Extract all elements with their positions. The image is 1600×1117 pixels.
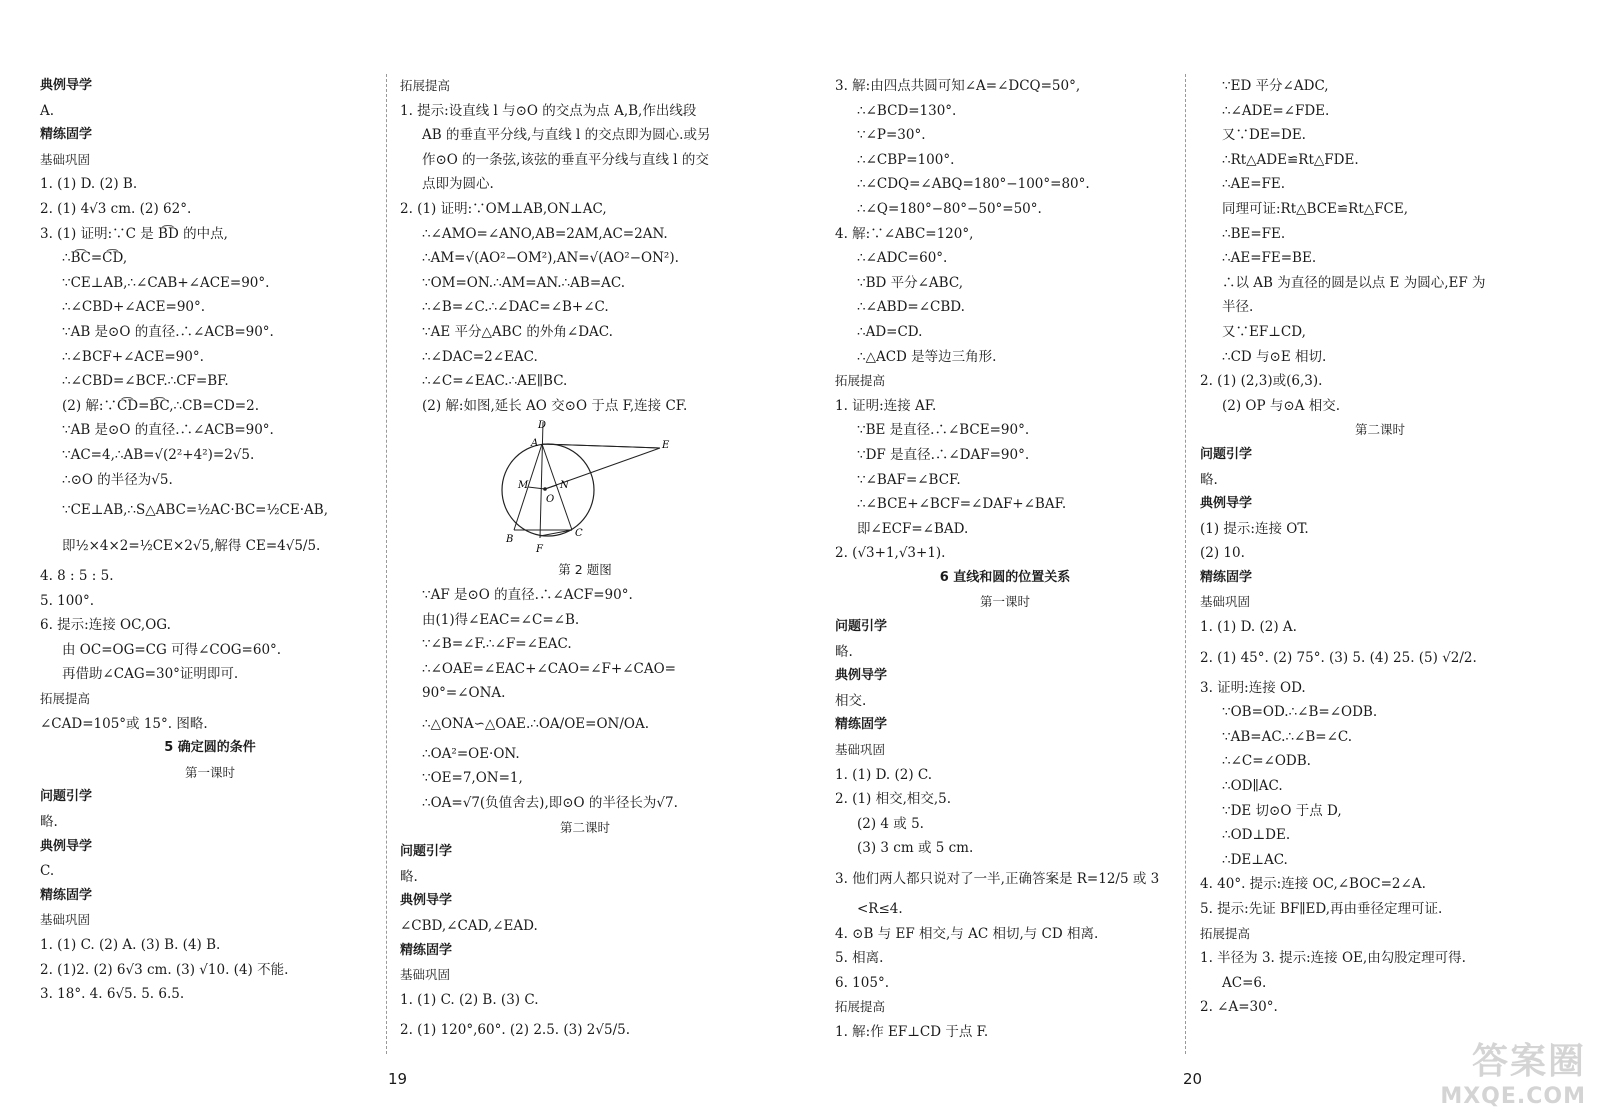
answer-line: ∴∠OAE=∠EAC+∠CAO=∠F+∠CAO= bbox=[422, 660, 676, 677]
answer-line: 1. (1) D. (2) A. bbox=[1200, 619, 1297, 636]
answer-line: ∴CD 与⊙E 相切. bbox=[1222, 348, 1327, 365]
figure-label: B bbox=[506, 534, 514, 546]
subsection-label: 基础巩固 bbox=[400, 967, 451, 983]
answer-line: 即½×4×2=½CE×2√5,解得 CE=4√5/5. bbox=[62, 538, 321, 555]
answer-line: ∴∠ADE=∠FDE. bbox=[1222, 102, 1330, 119]
answer-line: ∴DE⊥AC. bbox=[1222, 851, 1288, 868]
section-heading: 典例导学 bbox=[40, 838, 93, 854]
watermark bbox=[1440, 1033, 1586, 1109]
subsection-label: 基础巩固 bbox=[40, 151, 91, 167]
answer-line: 2. ∠A=30°. bbox=[1200, 999, 1278, 1016]
answer-line: ∵AF 是⊙O 的直径.∴∠ACF=90°. bbox=[422, 586, 633, 603]
answer-line: 同理可证:Rt△BCE≌Rt△FCE, bbox=[1222, 200, 1409, 217]
watermark-url: MXQE.COM bbox=[1440, 1084, 1586, 1109]
answer-line: 3. 解:由四点共圆可知∠A=∠DCQ=50°, bbox=[835, 78, 1081, 94]
subsection-label: 基础巩固 bbox=[835, 742, 886, 758]
answer-line: ∴∠ABD=∠CBD. bbox=[857, 299, 965, 316]
answer-line: 2. (1) 4√3 cm. (2) 62°. bbox=[40, 200, 192, 217]
answer-line: (1) 提示:连接 OT. bbox=[1200, 520, 1309, 537]
answer-line: ∴△ONA∽△OAE.∴OA/OE=ON/OA. bbox=[422, 715, 649, 732]
answer-line: 由 OC=OG=CG 可得∠COG=60°. bbox=[62, 641, 282, 658]
answer-line: ∵BE 是直径.∴∠BCE=90°. bbox=[857, 422, 1030, 439]
figure-label: D bbox=[538, 420, 547, 432]
answer-line: 6. 提示:连接 OC,OG. bbox=[40, 617, 171, 634]
answer-line: ∵∠BAF=∠BCF. bbox=[857, 471, 961, 488]
section-heading: 典例导学 bbox=[1200, 496, 1253, 512]
answer-line: ∵OB=OD.∴∠B=∠ODB. bbox=[1222, 704, 1378, 721]
section-heading: 问题引学 bbox=[400, 844, 453, 860]
answer-line: 3. 证明:连接 OD. bbox=[1200, 679, 1306, 696]
answer-line: 1. 证明:连接 AF. bbox=[835, 397, 937, 414]
answer-line: ∴∠DAC=2∠EAC. bbox=[422, 348, 538, 365]
answer-line: ∴OD∥AC. bbox=[1222, 778, 1283, 795]
answer-line: ∴⊙O 的半径为√5. bbox=[62, 471, 173, 488]
answer-line: ∴∠B=∠C.∴∠DAC=∠B+∠C. bbox=[422, 299, 609, 316]
answer-line: 3. 他们两人都只说对了一半,正确答案是 R=12/5 或 3 bbox=[835, 871, 1160, 887]
section-heading: 5 确定圆的条件 bbox=[164, 740, 256, 756]
answer-line: 3. (1) 证明:∵C 是 B͡D 的中点, bbox=[40, 225, 228, 242]
answer-line: ∴∠ADC=60°. bbox=[857, 250, 948, 267]
page-number-right: 20 bbox=[1183, 1070, 1203, 1088]
answer-line: ∠CBD,∠CAD,∠EAD. bbox=[400, 918, 538, 935]
answer-line: ∴∠BCD=130°. bbox=[857, 102, 957, 119]
section-heading: 精练固学 bbox=[835, 717, 888, 733]
answer-line: 2. (1) 证明:∵OM⊥AB,ON⊥AC, bbox=[400, 200, 607, 217]
answer-line: 1. (1) C. (2) A. (3) B. (4) B. bbox=[40, 937, 221, 953]
answer-line: 2. (1) (2,3)或(6,3). bbox=[1200, 373, 1323, 390]
answer-line: ∵OM=ON.∴AM=AN.∴AB=AC. bbox=[422, 274, 626, 291]
answer-line: 略. bbox=[835, 643, 853, 660]
answer-line: ∵DF 是直径.∴∠DAF=90°. bbox=[857, 446, 1030, 463]
subsection-label: 第二课时 bbox=[559, 819, 610, 835]
subsection-label: 基础巩固 bbox=[40, 912, 91, 928]
figure-label: N bbox=[560, 480, 569, 492]
subsection-label: 拓展提高 bbox=[400, 78, 451, 93]
answer-line: ∵∠B=∠F.∴∠F=∠EAC. bbox=[422, 636, 572, 653]
answer-line: ∴B͡C=C͡D, bbox=[62, 250, 128, 267]
subsection-label: 基础巩固 bbox=[1200, 594, 1251, 610]
answer-line: 2. (1)2. (2) 6√3 cm. (3) √10. (4) 不能. bbox=[40, 961, 289, 978]
column-1 bbox=[40, 74, 380, 1007]
answer-line: AB 的垂直平分线,与直线 l 的交点即为圆心.或另 bbox=[422, 127, 711, 144]
answer-line: 点即为圆心. bbox=[422, 176, 494, 193]
answer-line: 2. (1) 相交,相交,5. bbox=[835, 791, 952, 808]
answer-line: 又∵DE=DE. bbox=[1222, 127, 1306, 144]
answer-line: ∵AB 是⊙O 的直径.∴∠ACB=90°. bbox=[62, 422, 274, 439]
answer-line: ∴∠C=∠ODB. bbox=[1222, 753, 1311, 770]
section-heading: 精练固学 bbox=[1200, 569, 1253, 585]
answer-line: 半径. bbox=[1222, 299, 1254, 316]
section-heading: 典例导学 bbox=[40, 78, 93, 93]
subsection-label: 拓展提高 bbox=[1200, 925, 1251, 941]
page-number-left: 19 bbox=[388, 1070, 408, 1088]
answer-line: ∴∠BCF+∠ACE=90°. bbox=[62, 348, 204, 365]
answer-line: ∵∠P=30°. bbox=[857, 127, 926, 144]
answer-line: (2) 10. bbox=[1200, 545, 1245, 562]
answer-line: ∴∠CBD=∠BCF.∴CF=BF. bbox=[62, 373, 229, 390]
figure-problem-2 bbox=[400, 418, 770, 558]
section-heading: 精练固学 bbox=[40, 887, 93, 903]
answer-line: ∴Rt△ADE≌Rt△FDE. bbox=[1222, 151, 1359, 168]
answer-line: ∴△ACD 是等边三角形. bbox=[857, 348, 997, 365]
answer-line: 略. bbox=[40, 814, 58, 831]
answer-line: 90°=∠ONA. bbox=[422, 685, 506, 702]
answer-line: ∴∠C=∠EAC.∴AE∥BC. bbox=[422, 373, 568, 390]
answer-line: C. bbox=[40, 863, 55, 880]
answer-line: 1. (1) D. (2) B. bbox=[40, 176, 138, 193]
answer-line: (3) 3 cm 或 5 cm. bbox=[857, 840, 974, 857]
answer-line: ∴∠CDQ=∠ABQ=180°−100°=80°. bbox=[857, 176, 1090, 193]
figure-label: A bbox=[531, 438, 539, 450]
answer-line: ∵DE 切⊙O 于点 D, bbox=[1222, 802, 1342, 819]
answer-line: 即∠ECF=∠BAD. bbox=[857, 520, 969, 537]
figure-label: M bbox=[518, 480, 529, 492]
section-heading: 6 直线和圆的位置关系 bbox=[939, 569, 1071, 585]
answer-line: ∴∠CBD+∠ACE=90°. bbox=[62, 299, 206, 316]
answer-line: 2. (1) 120°,60°. (2) 2.5. (3) 2√5/5. bbox=[400, 1022, 630, 1039]
answer-line: (2) 解:如图,延长 AO 交⊙O 于点 F,连接 CF. bbox=[422, 397, 688, 414]
answer-line: A. bbox=[40, 102, 55, 119]
answer-line: 1. (1) D. (2) C. bbox=[835, 766, 933, 783]
answer-line: 略. bbox=[400, 868, 418, 885]
answer-line: AC=6. bbox=[1222, 974, 1267, 991]
answer-line: 1. (1) C. (2) B. (3) C. bbox=[400, 991, 539, 1008]
answer-line: 4. 8 : 5 : 5. bbox=[40, 568, 114, 585]
answer-line: ∴AE=FE. bbox=[1222, 176, 1286, 193]
answer-line: 4. 解:∵∠ABC=120°, bbox=[835, 225, 974, 242]
answer-line: 作⊙O 的一条弦,该弦的垂直平分线与直线 l 的交 bbox=[422, 151, 709, 168]
subsection-label: 拓展提高 bbox=[40, 691, 91, 707]
answer-line: ∴∠AMO=∠ANO,AB=2AM,AC=2AN. bbox=[422, 225, 668, 242]
answer-line: 1. 半径为 3. 提示:连接 OE,由勾股定理可得. bbox=[1200, 950, 1466, 967]
column-3 bbox=[835, 74, 1175, 1045]
subsection-label: 第一课时 bbox=[979, 594, 1030, 610]
answer-line: 2. (√3+1,√3+1). bbox=[835, 545, 946, 562]
answer-line: ∴OA²=OE·ON. bbox=[422, 745, 520, 762]
column-2 bbox=[400, 74, 770, 1048]
answer-line: (2) OP 与⊙A 相交. bbox=[1222, 397, 1340, 414]
answer-line: ∴OA=√7(负值舍去),即⊙O 的半径长为√7. bbox=[422, 795, 678, 812]
figure-label: E bbox=[662, 440, 670, 452]
answer-line: 由(1)得∠EAC=∠C=∠B. bbox=[422, 611, 580, 628]
answer-line: 5. 提示:先证 BF∥ED,再由垂径定理可证. bbox=[1200, 901, 1443, 917]
answer-line: ∴∠CBP=100°. bbox=[857, 151, 955, 168]
answer-line: 1. 提示:设直线 l 与⊙O 的交点为点 A,B,作出线段 bbox=[400, 102, 697, 119]
answer-line: 再借助∠CAG=30°证明即可. bbox=[62, 666, 239, 683]
figure-label: F bbox=[536, 544, 543, 556]
answer-line: ∵AB=AC.∴∠B=∠C. bbox=[1222, 728, 1353, 745]
section-heading: 典例导学 bbox=[400, 893, 453, 909]
subsection-label: 拓展提高 bbox=[835, 999, 886, 1015]
answer-line: ∵BD 平分∠ABC, bbox=[857, 274, 963, 291]
answer-line: ∴AM=√(AO²−OM²),AN=√(AO²−ON²). bbox=[422, 250, 679, 267]
section-heading: 精练固学 bbox=[40, 127, 93, 143]
section-heading: 典例导学 bbox=[835, 668, 888, 684]
answer-line: (2) 4 或 5. bbox=[857, 815, 924, 832]
answer-line: ∴AE=FE=BE. bbox=[1222, 250, 1317, 267]
answer-line: 2. (1) 45°. (2) 75°. (3) 5. (4) 25. (5) √2/2. bbox=[1200, 649, 1477, 666]
subsection-label: 第 2 题图 bbox=[558, 562, 612, 578]
subsection-label: 第二课时 bbox=[1354, 422, 1405, 438]
answer-line: ∴∠BCE+∠BCF=∠DAF+∠BAF. bbox=[857, 496, 1067, 513]
answer-line: ∠CAD=105°或 15°. 图略. bbox=[40, 715, 208, 732]
answer-line: 6. 105°. bbox=[835, 974, 889, 991]
answer-line: 略. bbox=[1200, 471, 1218, 488]
section-heading: 问题引学 bbox=[1200, 446, 1253, 462]
column-divider bbox=[1185, 74, 1186, 1054]
watermark-logo: 答案圈 bbox=[1471, 1041, 1586, 1082]
answer-line: 又∵EF⊥CD, bbox=[1222, 323, 1306, 340]
answer-line: ∴以 AB 为直径的圆是以点 E 为圆心,EF 为 bbox=[1222, 274, 1486, 291]
section-heading: 问题引学 bbox=[40, 789, 93, 805]
answer-line: 1. 解:作 EF⊥CD 于点 F. bbox=[835, 1023, 989, 1040]
answer-line: ∴∠Q=180°−80°−50°=50°. bbox=[857, 200, 1042, 217]
figure-label: O bbox=[546, 494, 555, 506]
answer-line: (2) 解:∵C͡D=B͡C,∴CB=CD=2. bbox=[62, 397, 259, 414]
answer-line: 5. 相离. bbox=[835, 950, 884, 967]
answer-line: ∴BE=FE. bbox=[1222, 225, 1286, 242]
subsection-label: 拓展提高 bbox=[835, 373, 886, 389]
column-divider bbox=[386, 74, 387, 1054]
geometry-figure bbox=[500, 418, 670, 558]
answer-line: 相交. bbox=[835, 692, 867, 709]
answer-line: ∵AC=4,∴AB=√(2²+4²)=2√5. bbox=[62, 446, 255, 463]
answer-line: ∵AB 是⊙O 的直径.∴∠ACB=90°. bbox=[62, 323, 274, 340]
figure-label: C bbox=[575, 528, 583, 540]
answer-line: <R≤4. bbox=[857, 901, 903, 917]
section-heading: 精练固学 bbox=[400, 942, 453, 958]
answer-line: 5. 100°. bbox=[40, 592, 94, 609]
answer-line: 4. 40°. 提示:连接 OC,∠BOC=2∠A. bbox=[1200, 876, 1426, 893]
column-4 bbox=[1200, 74, 1560, 1020]
answer-line: ∴AD=CD. bbox=[857, 323, 923, 340]
answer-line: 4. ⊙B 与 EF 相交,与 AC 相切,与 CD 相离. bbox=[835, 925, 1099, 942]
answer-line: ∵CE⊥AB,∴S△ABC=½AC·BC=½CE·AB, bbox=[62, 502, 328, 519]
answer-line: ∴OD⊥DE. bbox=[1222, 827, 1291, 844]
subsection-label: 第一课时 bbox=[184, 764, 235, 780]
answer-line: ∵CE⊥AB,∴∠CAB+∠ACE=90°. bbox=[62, 274, 270, 291]
section-heading: 问题引学 bbox=[835, 619, 888, 635]
answer-line: 3. 18°. 4. 6√5. 5. 6.5. bbox=[40, 986, 185, 1003]
answer-line: ∵ED 平分∠ADC, bbox=[1222, 78, 1329, 94]
answer-line: ∵OE=7,ON=1, bbox=[422, 770, 523, 787]
answer-line: ∵AE 平分△ABC 的外角∠DAC. bbox=[422, 323, 613, 340]
